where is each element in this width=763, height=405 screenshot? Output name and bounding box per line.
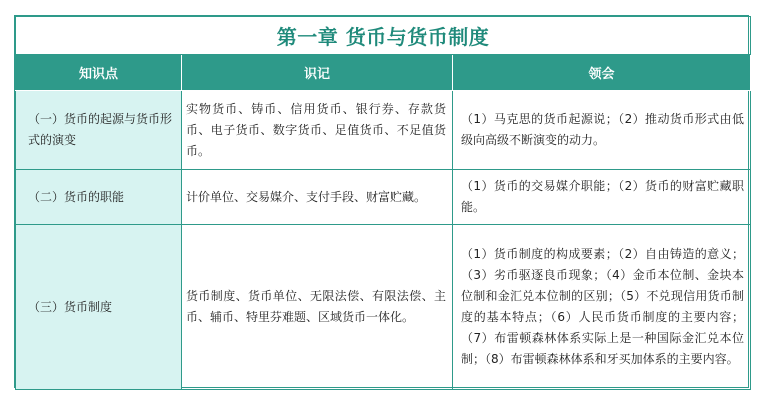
column-header-knowledge-point: 知识点	[16, 55, 182, 91]
knowledge-table-container	[14, 15, 749, 388]
table-row	[16, 225, 751, 390]
table-row	[16, 170, 751, 225]
understand-cell: （1）马克思的货币起源说；（2）推动货币形式由低级向高级不断演变的动力。	[453, 91, 751, 170]
understand-cell: （1）货币的交易媒介职能；（2）货币的财富贮藏职能。	[453, 170, 751, 225]
table-title: 第一章 货币与货币制度	[16, 17, 751, 55]
table-row	[16, 91, 751, 170]
memorize-cell: 货币制度、货币单位、无限法偿、有限法偿、主币、辅币、特里芬难题、区域货币一体化。	[182, 225, 453, 390]
knowledge-table	[15, 16, 751, 390]
topic-cell: （一）货币的起源与货币形式的演变	[16, 91, 182, 170]
column-header-understand: 领会	[453, 55, 751, 91]
column-header-memorize: 识记	[182, 55, 453, 91]
topic-cell: （二）货币的职能	[16, 170, 182, 225]
topic-cell: （三）货币制度	[16, 225, 182, 390]
memorize-cell: 实物货币、铸币、信用货币、银行券、存款货币、电子货币、数字货币、足值货币、不足值货币。	[182, 91, 453, 170]
header-row	[16, 55, 751, 91]
understand-cell: （1）货币制度的构成要素；（2）自由铸造的意义；（3）劣币驱逐良币现象；（4）金币本位制、金块本位制和金汇兑本位制的区别；（5）不兑现信用货币制度的基本特点；（6）人民币货币制度的主要内容；（7）布雷顿森林体系实际上是一种国际金汇兑本位制；（8）布雷顿森林体系和牙买加体系的主要内容。	[453, 225, 751, 390]
memorize-cell: 计价单位、交易媒介、支付手段、财富贮藏。	[182, 170, 453, 225]
